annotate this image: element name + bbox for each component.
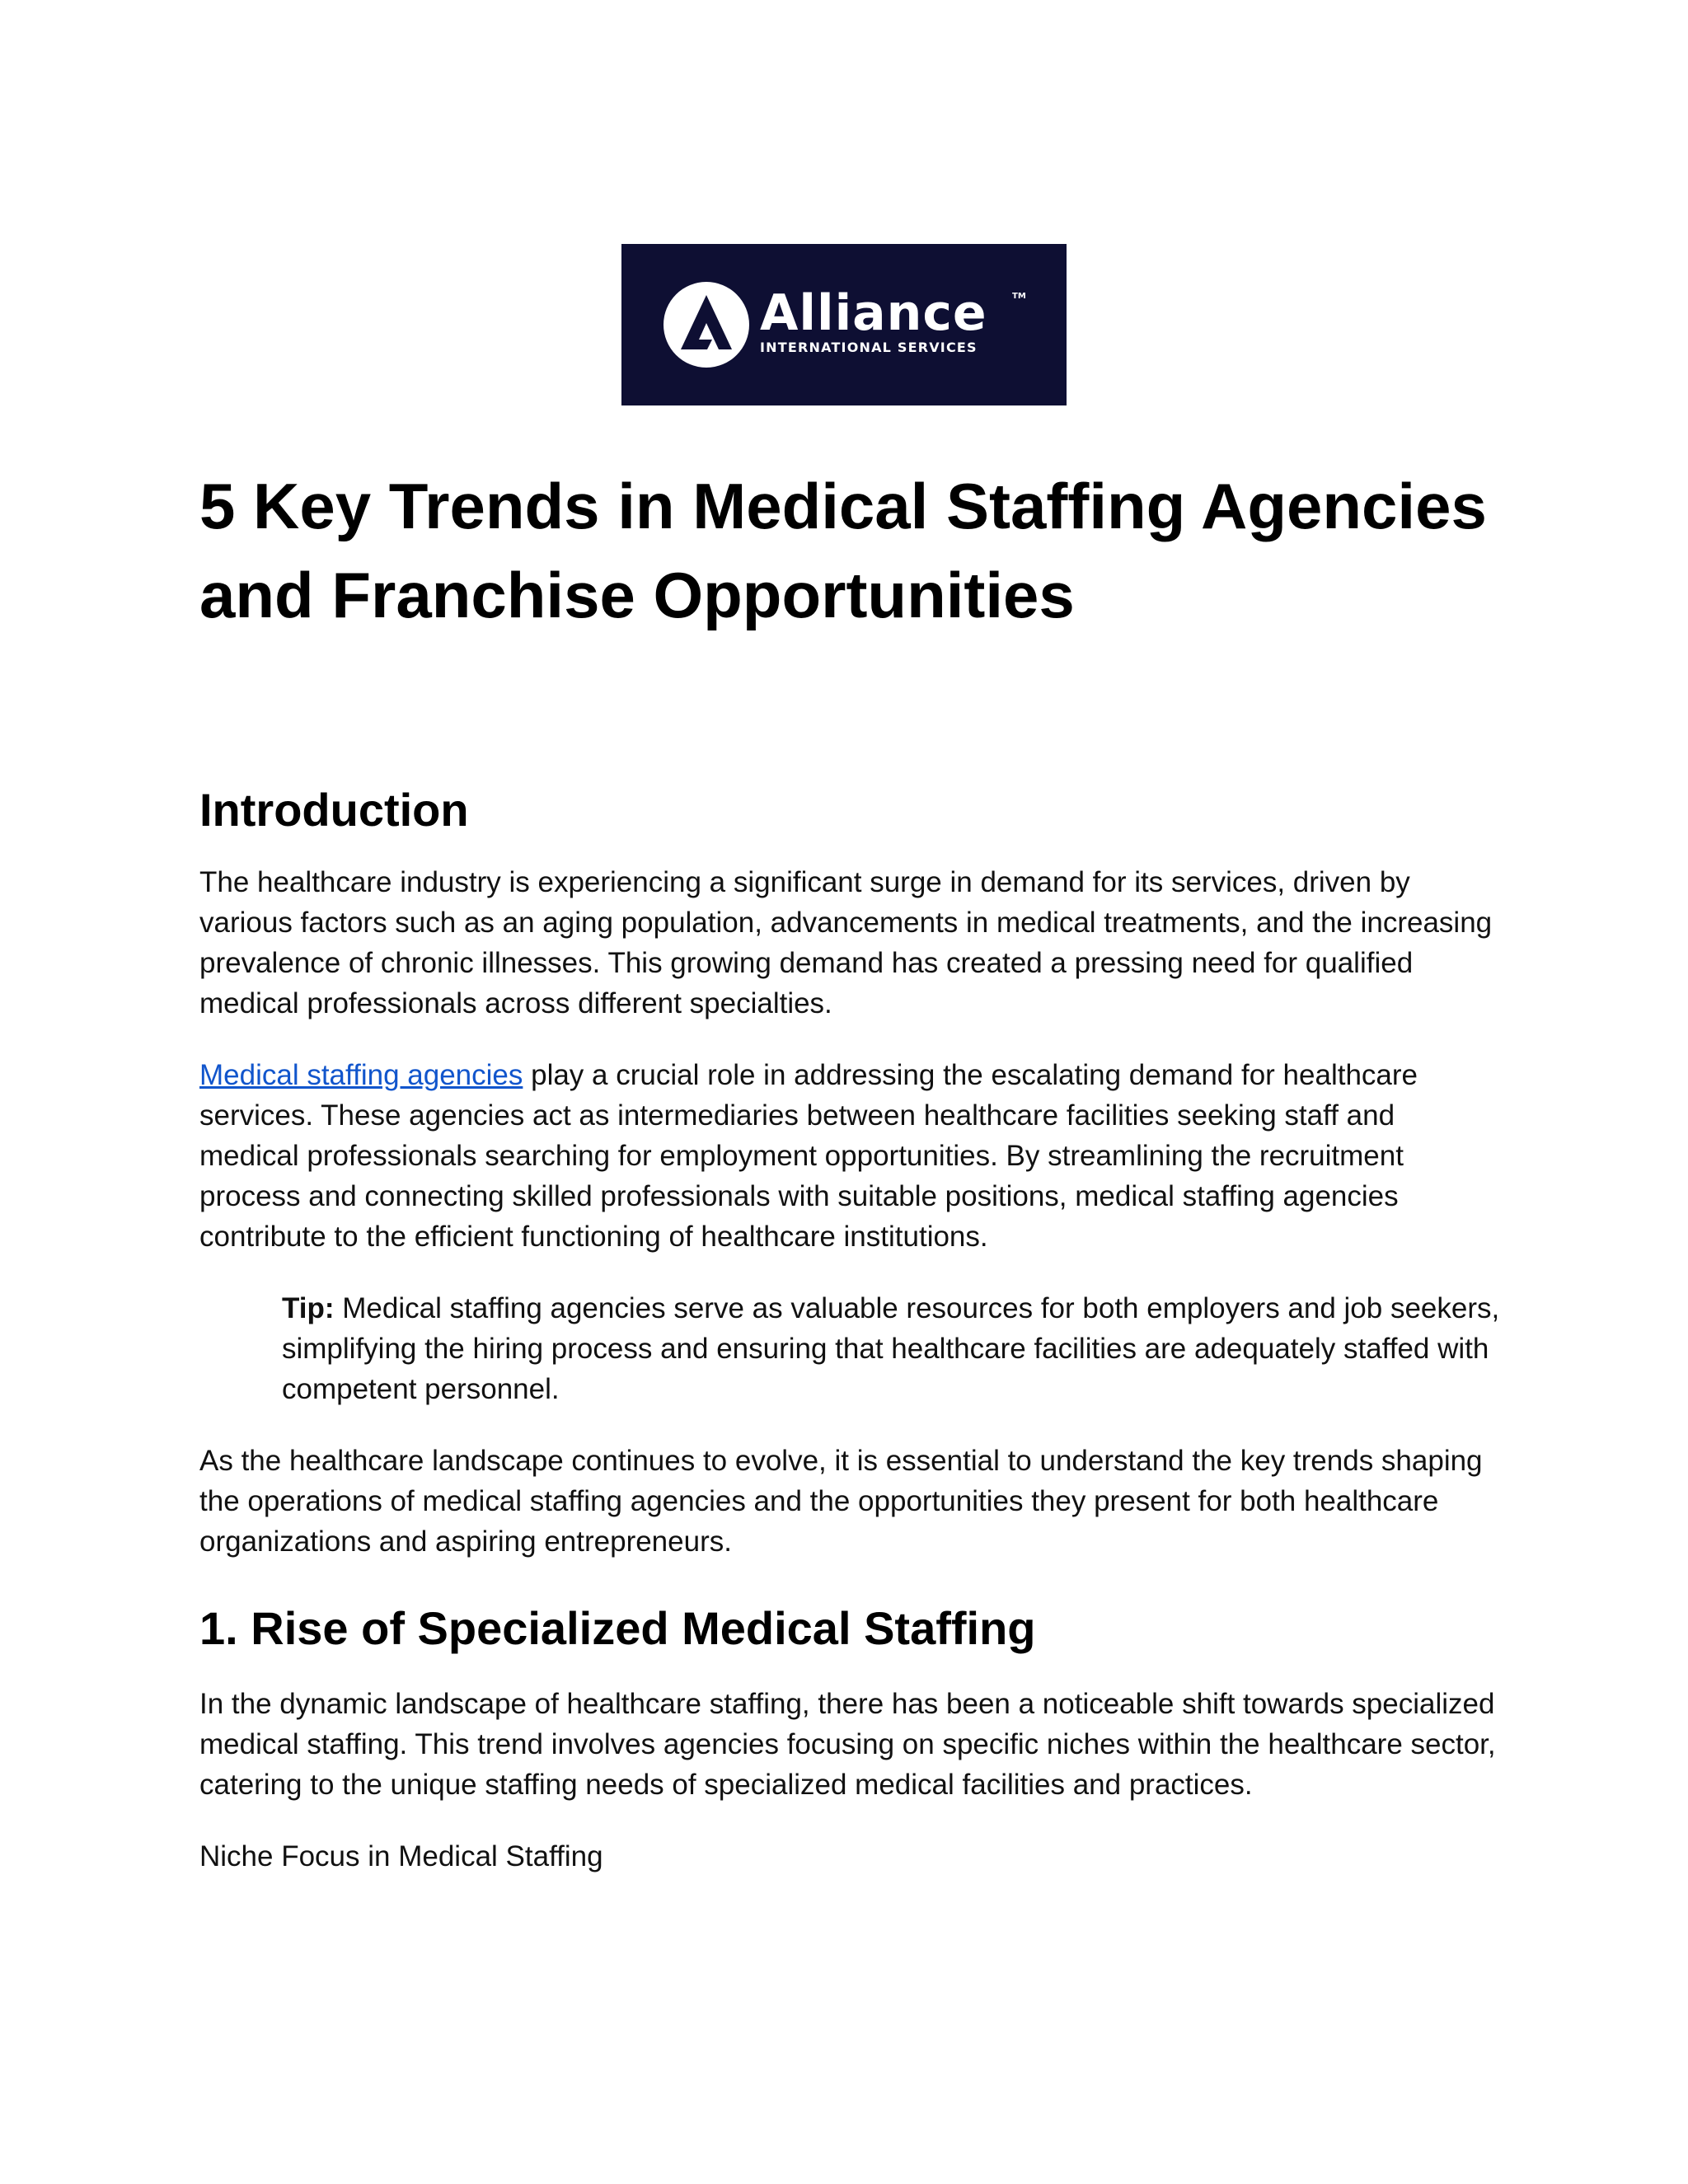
logo-trademark: TM [1012,292,1026,301]
section-1-paragraph-1: In the dynamic landscape of healthcare staffing, there has been a noticeable shift towards specialized medical staffing. This trend involves agencies focusing on specific niches within the healthcare sector, catering to the unique staffing needs of specialized medical facilities and practices. [199,1688,1496,1801]
article-content [199,462,1502,1877]
section-1-heading: 1. Rise of Specialized Medical Staffing [199,1602,1036,1654]
logo-brand: Alliance [760,284,987,342]
intro-paragraph-2-text: play a crucial role in addressing the escalating demand for healthcare services. These agencies act as intermediaries between healthcare facilities seeking staff and medical professionals searching for employment opportunities. By streamlining the recruitment process and connecting skilled professionals with suitable positions, medical staffing agencies contribute to the efficient functioning of healthcare institutions. [199,1059,1418,1253]
introduction-heading: Introduction [199,784,469,836]
intro-paragraph-3: As the healthcare landscape continues to evolve, it is essential to understand the key trends shaping the operations of medical staffing agencies and the opportunities they present for both healthcare organizations and aspiring entrepreneurs. [199,1445,1483,1558]
logo-subtitle: INTERNATIONAL SERVICES [760,340,978,355]
tip-text: Medical staffing agencies serve as valuable resources for both employers and job seekers, simplifying the hiring process and ensuring that healthcare facilities are adequately staffed with competent personnel. [282,1292,1500,1405]
alliance-emblem-icon [621,244,783,405]
document-title: 5 Key Trends in Medical Staffing Agencies and Franchise Opportunities [199,470,1487,631]
tip-paragraph [282,1288,1502,1409]
alliance-logo [621,244,1067,405]
section-1-subheading: Niche Focus in Medical Staffing [199,1840,603,1872]
intro-paragraph-2 [199,1055,1502,1257]
intro-paragraph-1: The healthcare industry is experiencing a significant surge in demand for its services, driven by various factors such as an aging population, advancements in medical treatments, and the increasing prevalence of chronic illnesses. This growing demand has created a pressing need for qualified medical professionals across different specialties. [199,866,1493,1019]
tip-label: Tip: [282,1292,335,1324]
logo-text [760,284,987,356]
medical-staffing-agencies-link[interactable]: Medical staffing agencies [199,1059,523,1091]
